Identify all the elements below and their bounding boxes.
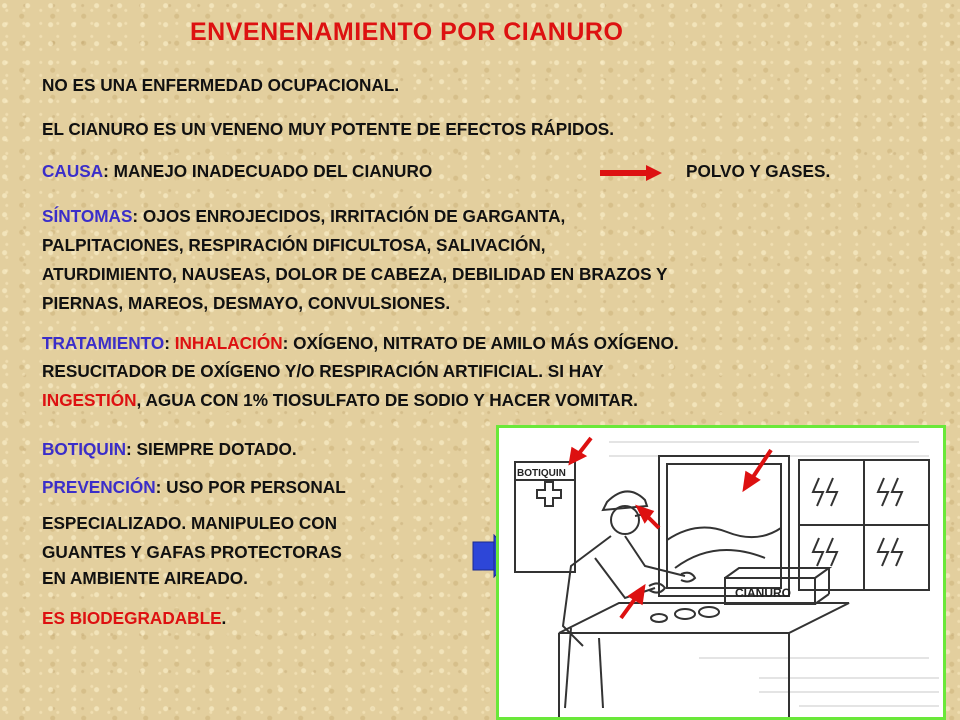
biodegradable-line	[42, 605, 226, 631]
symptoms-line-4: PIERNAS, MAREOS, DESMAYO, CONVULSIONES.	[42, 293, 451, 313]
treatment-line-1	[42, 330, 679, 356]
inhalation-label: INHALACIÓN	[174, 333, 283, 353]
symptoms-line-1	[42, 203, 565, 229]
illustration-labels	[517, 468, 791, 600]
kit-label: BOTIQUIN	[42, 439, 127, 459]
biodegradable-label: ES BIODEGRADABLE	[42, 608, 222, 628]
red-arrow-icon	[598, 164, 664, 182]
treatment-text-3: , AGUA CON 1% TIOSULFATO DE SODIO Y HACER VOMITAR.	[136, 390, 638, 410]
ingestion-label: INGESTIÓN	[42, 390, 137, 410]
cyanide-box-label: CIANURO	[735, 586, 791, 600]
treatment-line-3	[42, 387, 638, 413]
biodegradable-end: .	[221, 608, 227, 628]
symptoms-label: SÍNTOMAS	[42, 206, 133, 226]
prevention-line-4: EN AMBIENTE AIREADO.	[42, 568, 248, 588]
treatment-text-1: : OXÍGENO, NITRATO DE AMILO MÁS OXÍGENO.	[282, 333, 679, 353]
symptoms-line-2: PALPITACIONES, RESPIRACIÓN DIFICULTOSA, SALIVACIÓN,	[42, 235, 546, 255]
symptoms-text-1: : OJOS ENROJECIDOS, IRRITACIÓN DE GARGANTA,	[132, 206, 566, 226]
prevention-label: PREVENCIÓN	[42, 477, 156, 497]
prevention-line-1	[42, 474, 346, 500]
worker-drawing	[499, 428, 943, 717]
slide-title: ENVENENAMIENTO POR CIANURO	[190, 18, 624, 46]
prevention-line-3: GUANTES Y GAFAS PROTECTORAS	[42, 542, 342, 562]
kit-line	[42, 436, 297, 462]
symptoms-line-3: ATURDIMIENTO, NAUSEAS, DOLOR DE CABEZA, DEBILIDAD EN BRAZOS Y	[42, 264, 668, 284]
prevention-text-1: : USO POR PERSONAL	[155, 477, 346, 497]
treatment-label: TRATAMIENTO	[42, 333, 165, 353]
kit-box-label: BOTIQUIN	[517, 468, 566, 479]
prevention-line-2: ESPECIALIZADO. MANIPULEO CON	[42, 513, 338, 533]
cause-text: : MANEJO INADECUADO DEL CIANURO	[103, 161, 433, 181]
line-not-occupational: NO ES UNA ENFERMEDAD OCUPACIONAL.	[42, 75, 400, 95]
cause-line	[42, 158, 432, 184]
treatment-line-2: RESUCITADOR DE OXÍGENO Y/O RESPIRACIÓN ARTIFICIAL. SI HAY	[42, 361, 604, 381]
treatment-colon: :	[164, 333, 175, 353]
cause-result: POLVO Y GASES.	[686, 161, 831, 181]
cause-label: CAUSA	[42, 161, 104, 181]
line-potent-poison: EL CIANURO ES UN VENENO MUY POTENTE DE EFECTOS RÁPIDOS.	[42, 119, 615, 139]
kit-text: : SIEMPRE DOTADO.	[126, 439, 297, 459]
safety-illustration	[496, 425, 946, 720]
